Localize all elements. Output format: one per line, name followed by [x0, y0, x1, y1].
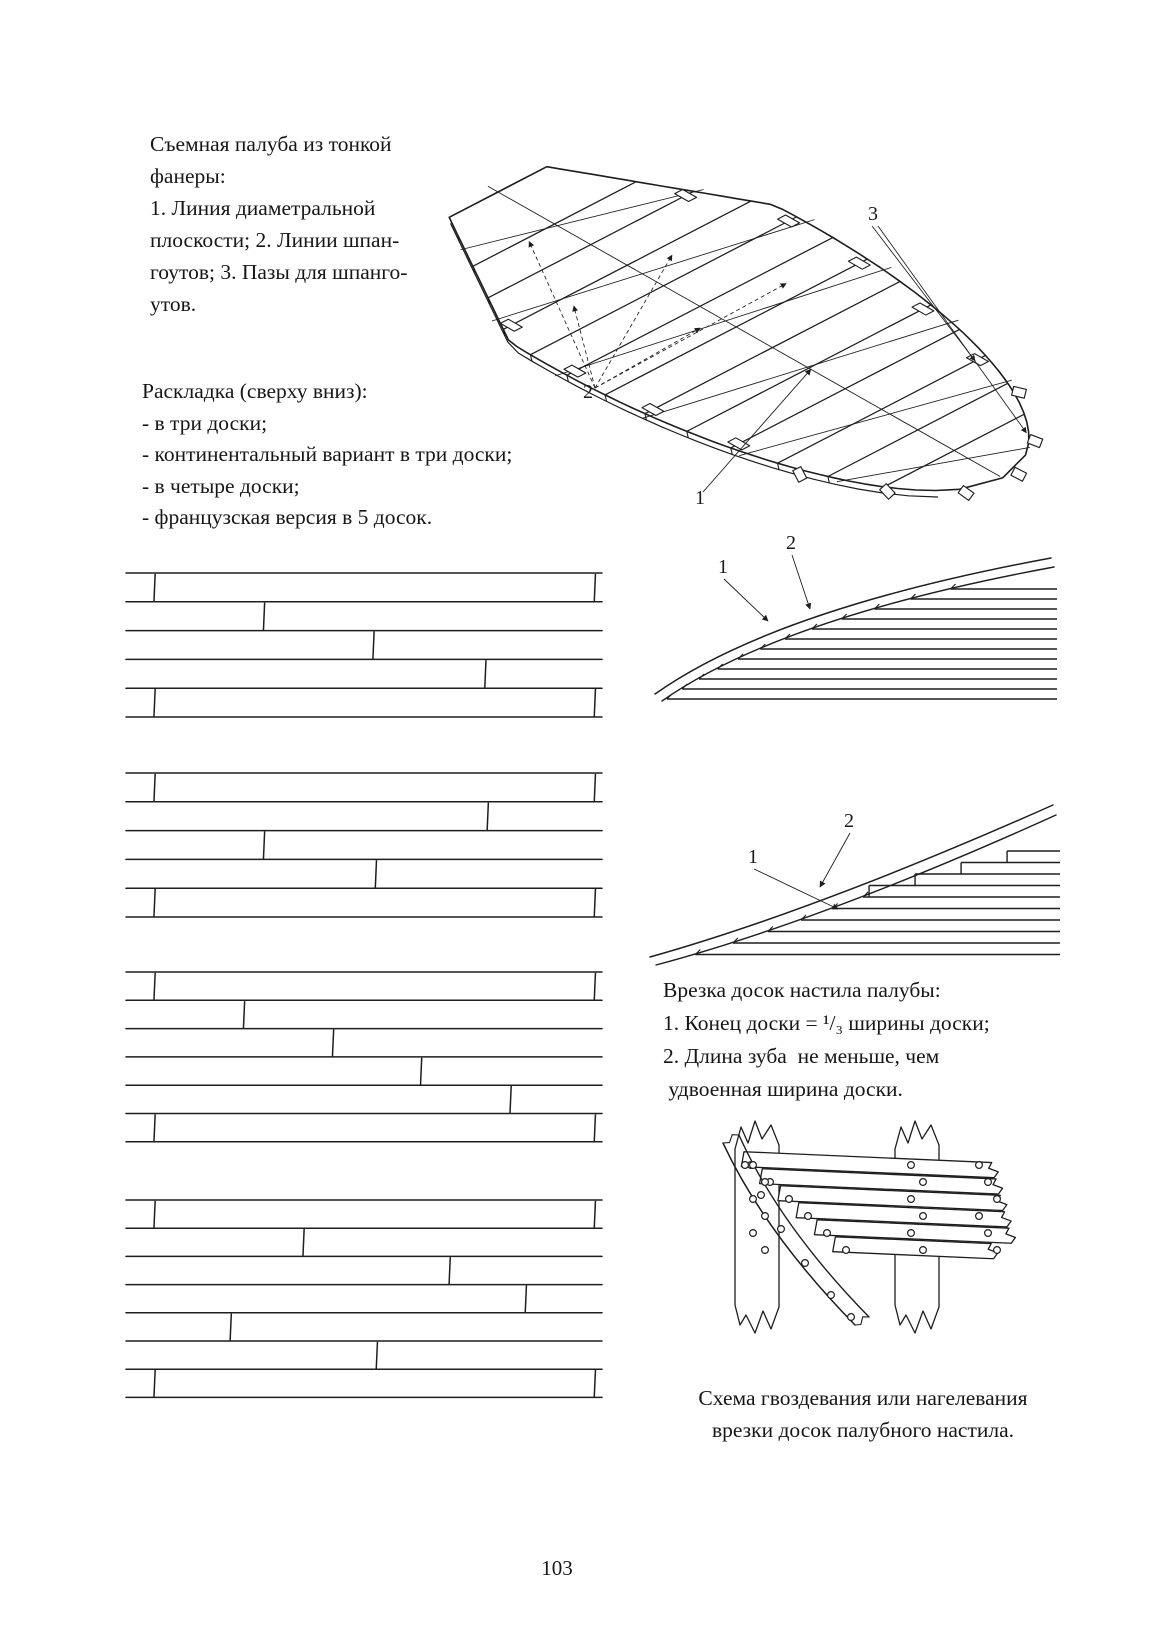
- text-line: гоутов; 3. Пазы для шпанго-: [150, 260, 408, 284]
- figure-label: 2: [844, 810, 854, 832]
- text-line: - французская версия в 5 досок.: [142, 505, 433, 529]
- figure-curved-edge-bottom: [648, 793, 1060, 973]
- figure-planking-three: [124, 571, 604, 721]
- text-layout-list: [142, 376, 582, 534]
- text-line: Раскладка (сверху вниз):: [142, 379, 368, 403]
- figure-label: 2: [583, 381, 593, 403]
- figure-label: 2: [786, 532, 796, 554]
- figure-planking-french: [124, 1198, 604, 1402]
- text-line: 2. Длина зуба не меньше, чем: [663, 1044, 940, 1068]
- text-line: плоскости; 2. Линии шпан-: [150, 228, 400, 252]
- figure-label: 3: [868, 203, 878, 225]
- text-plywood-deck: [150, 128, 470, 320]
- figure-nailing-scheme: [683, 1113, 1018, 1341]
- text-line: врезки досок палубного настила.: [711, 1418, 1015, 1442]
- text-plank-insert: [663, 974, 1053, 1106]
- text-line: - континентальный вариант в три доски;: [142, 442, 513, 466]
- text-line: - в три доски;: [142, 410, 268, 435]
- text-nailing-caption: [668, 1382, 1058, 1446]
- figure-planking-continental: [124, 771, 604, 921]
- figure-label: 1: [695, 487, 705, 509]
- text-line: утов.: [150, 292, 197, 316]
- text-line: удвоенная ширина доски.: [663, 1077, 903, 1101]
- page-number: 103: [541, 1556, 573, 1580]
- text-line: фанеры:: [150, 164, 226, 188]
- figure-label: 1: [718, 556, 728, 578]
- text-line: 1. Конец доски = ¹/₃ ширины доски;: [663, 1011, 990, 1035]
- text-line: Схема гвоздевания или нагелевания: [698, 1386, 1028, 1410]
- text-line: 1. Линия диаметральной: [150, 196, 376, 220]
- figure-planking-four: [124, 970, 604, 1146]
- text-line: - в четыре доски;: [142, 473, 300, 498]
- figure-curved-edge-top: [652, 532, 1057, 708]
- figure-label: 1: [748, 846, 758, 868]
- text-line: Съемная палуба из тонкой: [150, 132, 392, 156]
- text-line: Врезка досок настила палубы:: [663, 978, 941, 1002]
